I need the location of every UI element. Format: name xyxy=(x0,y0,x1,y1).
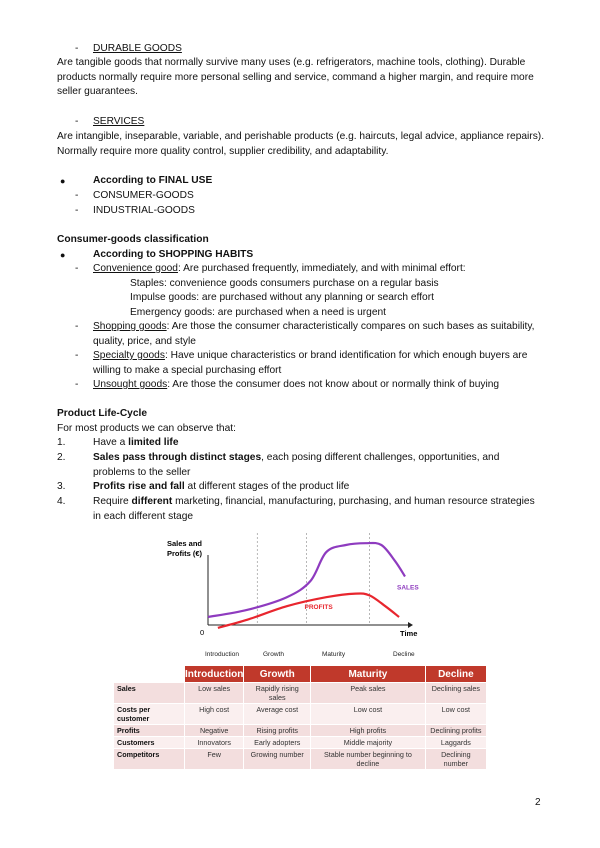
dash-marker: - xyxy=(75,116,79,127)
bullet-icon: ● xyxy=(60,176,66,186)
dash-marker: - xyxy=(75,379,79,390)
plc-item-post: at different stages of the product life xyxy=(184,481,350,492)
table-header-cell xyxy=(114,666,185,683)
plc-item xyxy=(93,451,543,480)
page-number: 2 xyxy=(535,797,541,808)
table-cell: High cost xyxy=(185,704,244,725)
table-header-cell: Introduction xyxy=(185,666,244,683)
emergency-text: Emergency goods: are purchased when a need is urgent xyxy=(130,307,386,318)
plc-item xyxy=(93,436,543,451)
stage-label: Decline xyxy=(393,651,415,658)
table-row-header: Costs per customer xyxy=(114,704,185,725)
convenience-good-term: Convenience good xyxy=(93,263,178,274)
plc-item xyxy=(93,480,543,495)
final-use-item: CONSUMER-GOODS xyxy=(93,190,194,201)
plc-item xyxy=(93,495,543,524)
shopping-good-text: : Are those the consumer characteristically compares on such bases as suitability, quality, price, and style xyxy=(93,321,535,347)
stage-label: Growth xyxy=(263,651,284,658)
table-cell: Average cost xyxy=(244,704,311,725)
table-row xyxy=(114,737,487,749)
final-use-bullet: According to FINAL USE xyxy=(93,175,213,186)
shopping-good-item xyxy=(93,320,543,349)
stage-label: Maturity xyxy=(322,651,346,658)
table-cell: High profits xyxy=(311,725,426,737)
plc-intro: For most products we can observe that: xyxy=(57,423,236,434)
table-row xyxy=(114,725,487,737)
table-cell: Rapidly rising sales xyxy=(244,683,311,704)
table-row-header: Competitors xyxy=(114,749,185,770)
table-row-header: Sales xyxy=(114,683,185,704)
dash-marker: - xyxy=(75,350,79,361)
table-row xyxy=(114,683,487,704)
unsought-good-item xyxy=(93,378,543,393)
chart-xlabel: Time xyxy=(400,629,418,638)
profits-label: PROFITS xyxy=(304,604,333,612)
table-cell: Middle majority xyxy=(311,737,426,749)
list-number: 3. xyxy=(57,481,66,492)
durable-goods-heading: DURABLE GOODS xyxy=(93,43,182,54)
staples-text: Staples: convenience goods consumers purchase on a regular basis xyxy=(130,278,439,289)
dash-marker: - xyxy=(75,190,79,201)
chart-ylabel-line2: Profits (€) xyxy=(167,549,203,558)
table-cell: Growing number xyxy=(244,749,311,770)
plc-item-bold: Profits rise and fall xyxy=(93,481,185,492)
table-cell: Innovators xyxy=(185,737,244,749)
table-cell: Declining profits xyxy=(425,725,486,737)
table-cell: Peak sales xyxy=(311,683,426,704)
final-use-item: INDUSTRIAL-GOODS xyxy=(93,205,195,216)
table-cell: Early adopters xyxy=(244,737,311,749)
bullet-icon: ● xyxy=(60,250,66,260)
dash-marker: - xyxy=(75,205,79,216)
table-header-row xyxy=(114,666,487,683)
dash-marker: - xyxy=(75,43,79,54)
plc-item-post: marketing, financial, manufacturing, purchasing, and human resource strategies in each different stage xyxy=(93,496,535,522)
plc-chart xyxy=(0,525,600,660)
stage-label: Introduction xyxy=(205,651,239,658)
chart-ylabel-line1: Sales and xyxy=(167,539,203,548)
shopping-habits-bullet: According to SHOPPING HABITS xyxy=(93,249,254,260)
convenience-good-text: : Are purchased frequently, immediately, and with minimal effort: xyxy=(177,263,466,274)
table-row-header: Profits xyxy=(114,725,185,737)
table-cell: Few xyxy=(185,749,244,770)
dash-marker: - xyxy=(75,321,79,332)
chart-x-arrow xyxy=(408,622,413,628)
chart-origin-label: 0 xyxy=(200,628,205,637)
sales-label: SALES xyxy=(397,584,419,592)
table-cell: Declining sales xyxy=(425,683,486,704)
impulse-text: Impulse goods: are purchased without any planning or search effort xyxy=(130,292,434,303)
list-number: 2. xyxy=(57,452,66,463)
table-cell: Low cost xyxy=(311,704,426,725)
plc-item-post: , each posing different challenges, opportunities, and problems to the seller xyxy=(93,452,500,478)
plc-table xyxy=(113,665,487,770)
table-cell: Declining number xyxy=(425,749,486,770)
plc-item-bold: different xyxy=(131,496,173,507)
table-cell: Laggards xyxy=(425,737,486,749)
consumer-goods-title: Consumer-goods classification xyxy=(57,234,209,245)
specialty-good-item xyxy=(93,349,543,378)
table-cell: Rising profits xyxy=(244,725,311,737)
shopping-good-term: Shopping goods xyxy=(93,321,167,332)
table-row-header: Customers xyxy=(114,737,185,749)
table-row xyxy=(114,749,487,770)
table-row xyxy=(114,704,487,725)
services-text: Are intangible, inseparable, variable, and perishable products (e.g. haircuts, legal advice, appliance repairs). Normally require more quality control, supplier credibility, and adaptability. xyxy=(57,131,545,157)
list-number: 1. xyxy=(57,437,66,448)
table-cell: Negative xyxy=(185,725,244,737)
table-header-cell: Maturity xyxy=(311,666,426,683)
durable-goods-text: Are tangible goods that normally survive many uses (e.g. refrigerators, machine tools, clothing). Durable products normally require more personal selling and service, command a higher margin, and require more seller guarantees. xyxy=(57,57,534,97)
plc-title: Product Life-Cycle xyxy=(57,408,148,419)
convenience-good-item xyxy=(93,262,543,277)
plc-item-pre: Require xyxy=(93,496,132,507)
plc-item-pre: Have a xyxy=(93,437,129,448)
table-cell: Low sales xyxy=(185,683,244,704)
unsought-good-term: Unsought goods xyxy=(93,379,168,390)
table-cell: Stable number beginning to decline xyxy=(311,749,426,770)
table-header-cell: Growth xyxy=(244,666,311,683)
list-number: 4. xyxy=(57,496,66,507)
plc-item-bold: Sales pass through distinct stages xyxy=(93,452,262,463)
plc-item-bold: limited life xyxy=(128,437,179,448)
table-cell: Low cost xyxy=(425,704,486,725)
unsought-good-text: : Are those the consumer does not know about or normally think of buying xyxy=(167,379,500,390)
table-header-cell: Decline xyxy=(425,666,486,683)
services-heading: SERVICES xyxy=(93,116,145,127)
specialty-good-text: : Have unique characteristics or brand identification for which enough buyers are willing to make a special purchasing effort xyxy=(93,350,528,376)
specialty-good-term: Specialty goods xyxy=(93,350,165,361)
dash-marker: - xyxy=(75,263,79,274)
